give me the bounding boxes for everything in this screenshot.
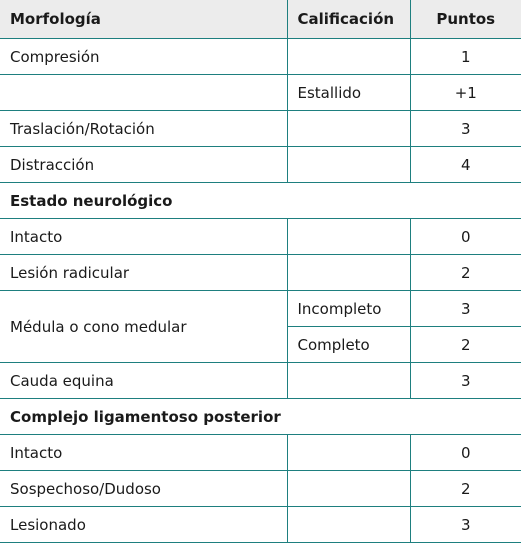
table-row (0, 255, 521, 291)
row-item: Traslación/Rotación (0, 111, 287, 147)
row-puntos: 2 (410, 327, 521, 363)
table-row (0, 471, 521, 507)
row-calificacion: Estallido (287, 75, 410, 111)
row-puntos: 3 (410, 111, 521, 147)
table-row (0, 111, 521, 147)
row-item: Intacto (0, 219, 287, 255)
row-calificacion (287, 219, 410, 255)
row-item-medula: Médula o cono medular (0, 291, 287, 363)
header-morfologia: Morfología (0, 0, 287, 39)
row-puntos: 4 (410, 147, 521, 183)
row-puntos: 2 (410, 471, 521, 507)
table-row (0, 291, 521, 327)
row-calificacion (287, 363, 410, 399)
table-row (0, 147, 521, 183)
row-calificacion: Completo (287, 327, 410, 363)
row-calificacion (287, 39, 410, 75)
table-header (0, 0, 521, 39)
row-item (0, 75, 287, 111)
row-puntos: 1 (410, 39, 521, 75)
header-puntos: Puntos (410, 0, 521, 39)
row-puntos: 3 (410, 291, 521, 327)
row-calificacion (287, 507, 410, 543)
section-header (0, 399, 521, 435)
table-row (0, 363, 521, 399)
table-row (0, 75, 521, 111)
row-item: Compresión (0, 39, 287, 75)
row-calificacion (287, 255, 410, 291)
row-item: Sospechoso/Dudoso (0, 471, 287, 507)
row-calificacion (287, 147, 410, 183)
row-item: Lesionado (0, 507, 287, 543)
section-title-neuro: Estado neurológico (0, 183, 521, 219)
row-calificacion: Incompleto (287, 291, 410, 327)
row-puntos: +1 (410, 75, 521, 111)
section-header (0, 183, 521, 219)
row-calificacion (287, 435, 410, 471)
row-calificacion (287, 471, 410, 507)
row-puntos: 2 (410, 255, 521, 291)
table-row (0, 507, 521, 543)
table-row (0, 39, 521, 75)
row-puntos: 3 (410, 363, 521, 399)
row-item: Cauda equina (0, 363, 287, 399)
row-puntos: 3 (410, 507, 521, 543)
row-item: Distracción (0, 147, 287, 183)
header-calificacion: Calificación (287, 0, 410, 39)
table-row (0, 219, 521, 255)
row-puntos: 0 (410, 435, 521, 471)
row-item: Intacto (0, 435, 287, 471)
row-calificacion (287, 111, 410, 147)
section-title-ligamentoso: Complejo ligamentoso posterior (0, 399, 521, 435)
row-item: Lesión radicular (0, 255, 287, 291)
row-puntos: 0 (410, 219, 521, 255)
table-row (0, 435, 521, 471)
